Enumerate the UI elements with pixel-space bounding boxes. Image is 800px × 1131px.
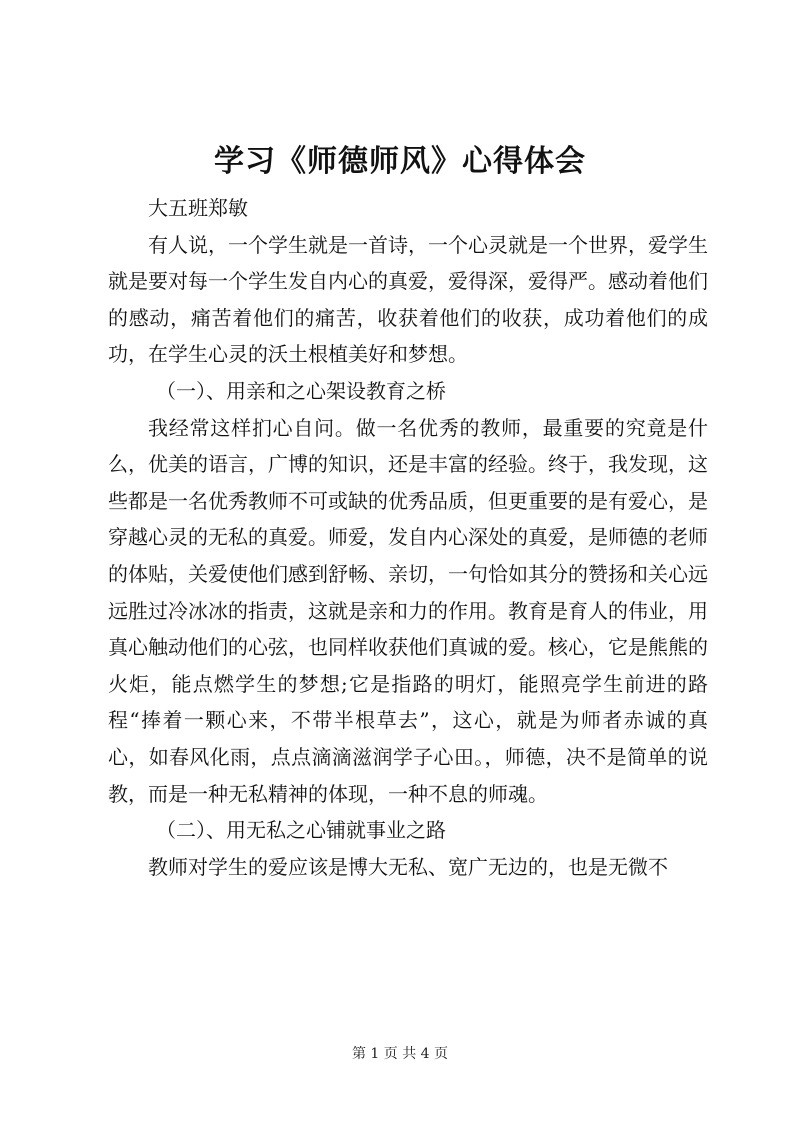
document-title: 学习《师德师风》心得体会 (214, 144, 586, 179)
page-footer: 第 1 页 共 4 页 (351, 1046, 449, 1062)
section-heading-1: （一）、用亲和之心架设教育之桥 (156, 378, 446, 403)
section-heading-2: （二）、用无私之心铺就事业之路 (156, 818, 446, 843)
paragraph-section-2: 教师对学生的爱应该是博大无私、宽广无边的，也是无微不 (148, 854, 668, 879)
paragraph-section-1: 我经常这样扪心自问。做一名优秀的教师，最重要的究竟是什么，优美的语言，广博的知识，还是丰富的经验。终于，我发现，这些都是一名优秀教师不可或缺的优秀品质，但更重要的是有爱心，是穿越心灵的无私的真爱。师爱，发自内心深处的真爱，是师德的老师的体贴，关爱使他们感到舒畅、亲切，一句恰如其分的赞扬和关心远远胜过冷冰冰的指责，这就是亲和力的作用。教育是育人的伟业，用真心触动他们的心弦，也同样收获他们真诚的爱。核心，它是熊熊的火炬，能点燃学生的梦想;它是指路的明灯，能照亮学生前进的路程“捧着一颗心来，不带半根草去”，这心，就是为师者赤诚的真心，如春风化雨，点点滴滴滋润学子心田。，师德，决不是简单的说教，而是一种无私精神的体现，一种不息的师魂。 (108, 415, 708, 806)
paragraph-intro: 有人说，一个学生就是一首诗，一个心灵就是一个世界，爱学生就是要对每一个学生发自内心的真爱，爱得深，爱得严。感动着他们的感动，痛苦着他们的痛苦，收获着他们的收获，成功着他们的成功，在学生心灵的沃土根植美好和梦想。 (108, 232, 708, 367)
document-body (108, 190, 708, 885)
author-line: 大五班郑敏 (148, 196, 248, 220)
